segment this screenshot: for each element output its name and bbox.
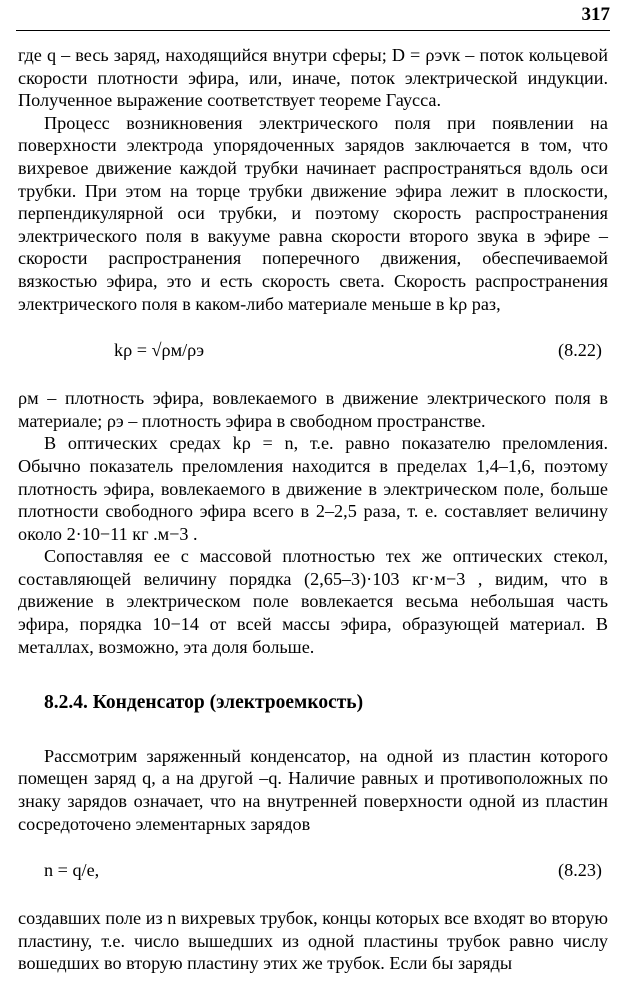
formula-8-23-expression: n = q/e,	[44, 860, 100, 881]
section-heading: 8.2.4. Конденсатор (электроемкость)	[44, 692, 364, 714]
paragraph-3: ρм – плотность эфира, вовлекаемого в движение электрического поля в материале; ρэ – плотность эфира в свободном пространстве.	[18, 388, 608, 431]
formula-8-22-expression: kρ = √ρм/ρэ	[114, 340, 205, 361]
formula-8-23-number: (8.23)	[558, 860, 602, 881]
formula-8-22	[18, 339, 608, 363]
page-body	[18, 44, 608, 975]
formula-8-22-number: (8.22)	[558, 340, 602, 361]
paragraph-1: где q – весь заряд, находящийся внутри сферы; D = ρэvк – поток кольцевой скорости плотности эфира, или, иначе, поток электрической индукции. Полученное выражение соответствует теореме Гаусса.	[18, 45, 608, 111]
paragraph-7: создавших поле из n вихревых трубок, концы которых все входят во вторую пластину, т.е. число вышедших из одной пластины трубок равно числу вошедших во вторую пластину этих же трубок. Если бы заряды	[18, 908, 608, 974]
formula-8-23	[18, 859, 608, 883]
paragraph-4: В оптических средах kρ = n, т.е. равно показателю преломления. Обычно показатель преломления находится в пределах 1,4–1,6, поэтому плотность эфира, вовлекаемого в движение в электрическом поле, больше плотности свободного эфира всего в 2–2,5 раза, т. е. составляет величину около 2·10−11 кг .м−3 .	[18, 433, 608, 544]
page-number: 317	[581, 4, 610, 25]
paragraph-2: Процесс возникновения электрического поля при появлении на поверхности электрода упорядоченных зарядов заключается в том, что вихревое движение каждой трубки начинает распространяться вдоль оси трубки. При этом на торце трубки движение эфира лежит в плоскости, перпендикулярной оси трубки, и поэтому скорость распространения электрического поля в вакууме равна скорости второго звука в эфире – скорости распространения поперечного движения, обеспечиваемой вязкостью эфира, это и есть скорость света. Скорость распространения электрического поля в каком-либо материале меньше в kρ раз,	[18, 112, 608, 314]
header-rule	[16, 30, 610, 31]
paragraph-5: Сопоставляя ее с массовой плотностью тех же оптических стекол, составляющей величину порядка (2,65–3)·103 кг·м−3 , видим, что в движение в электрическом поле вовлекается весьма небольшая часть эфира, порядка 10−14 от всей массы эфира, образующей материал. В металлах, возможно, эта доля больше.	[18, 546, 608, 657]
paragraph-6: Рассмотрим заряженный конденсатор, на одной из пластин которого помещен заряд q, а на другой –q. Наличие равных и противоположных по знаку зарядов означает, что на внутренней поверхности одной из пластин сосредоточено элементарных зарядов	[18, 745, 608, 834]
